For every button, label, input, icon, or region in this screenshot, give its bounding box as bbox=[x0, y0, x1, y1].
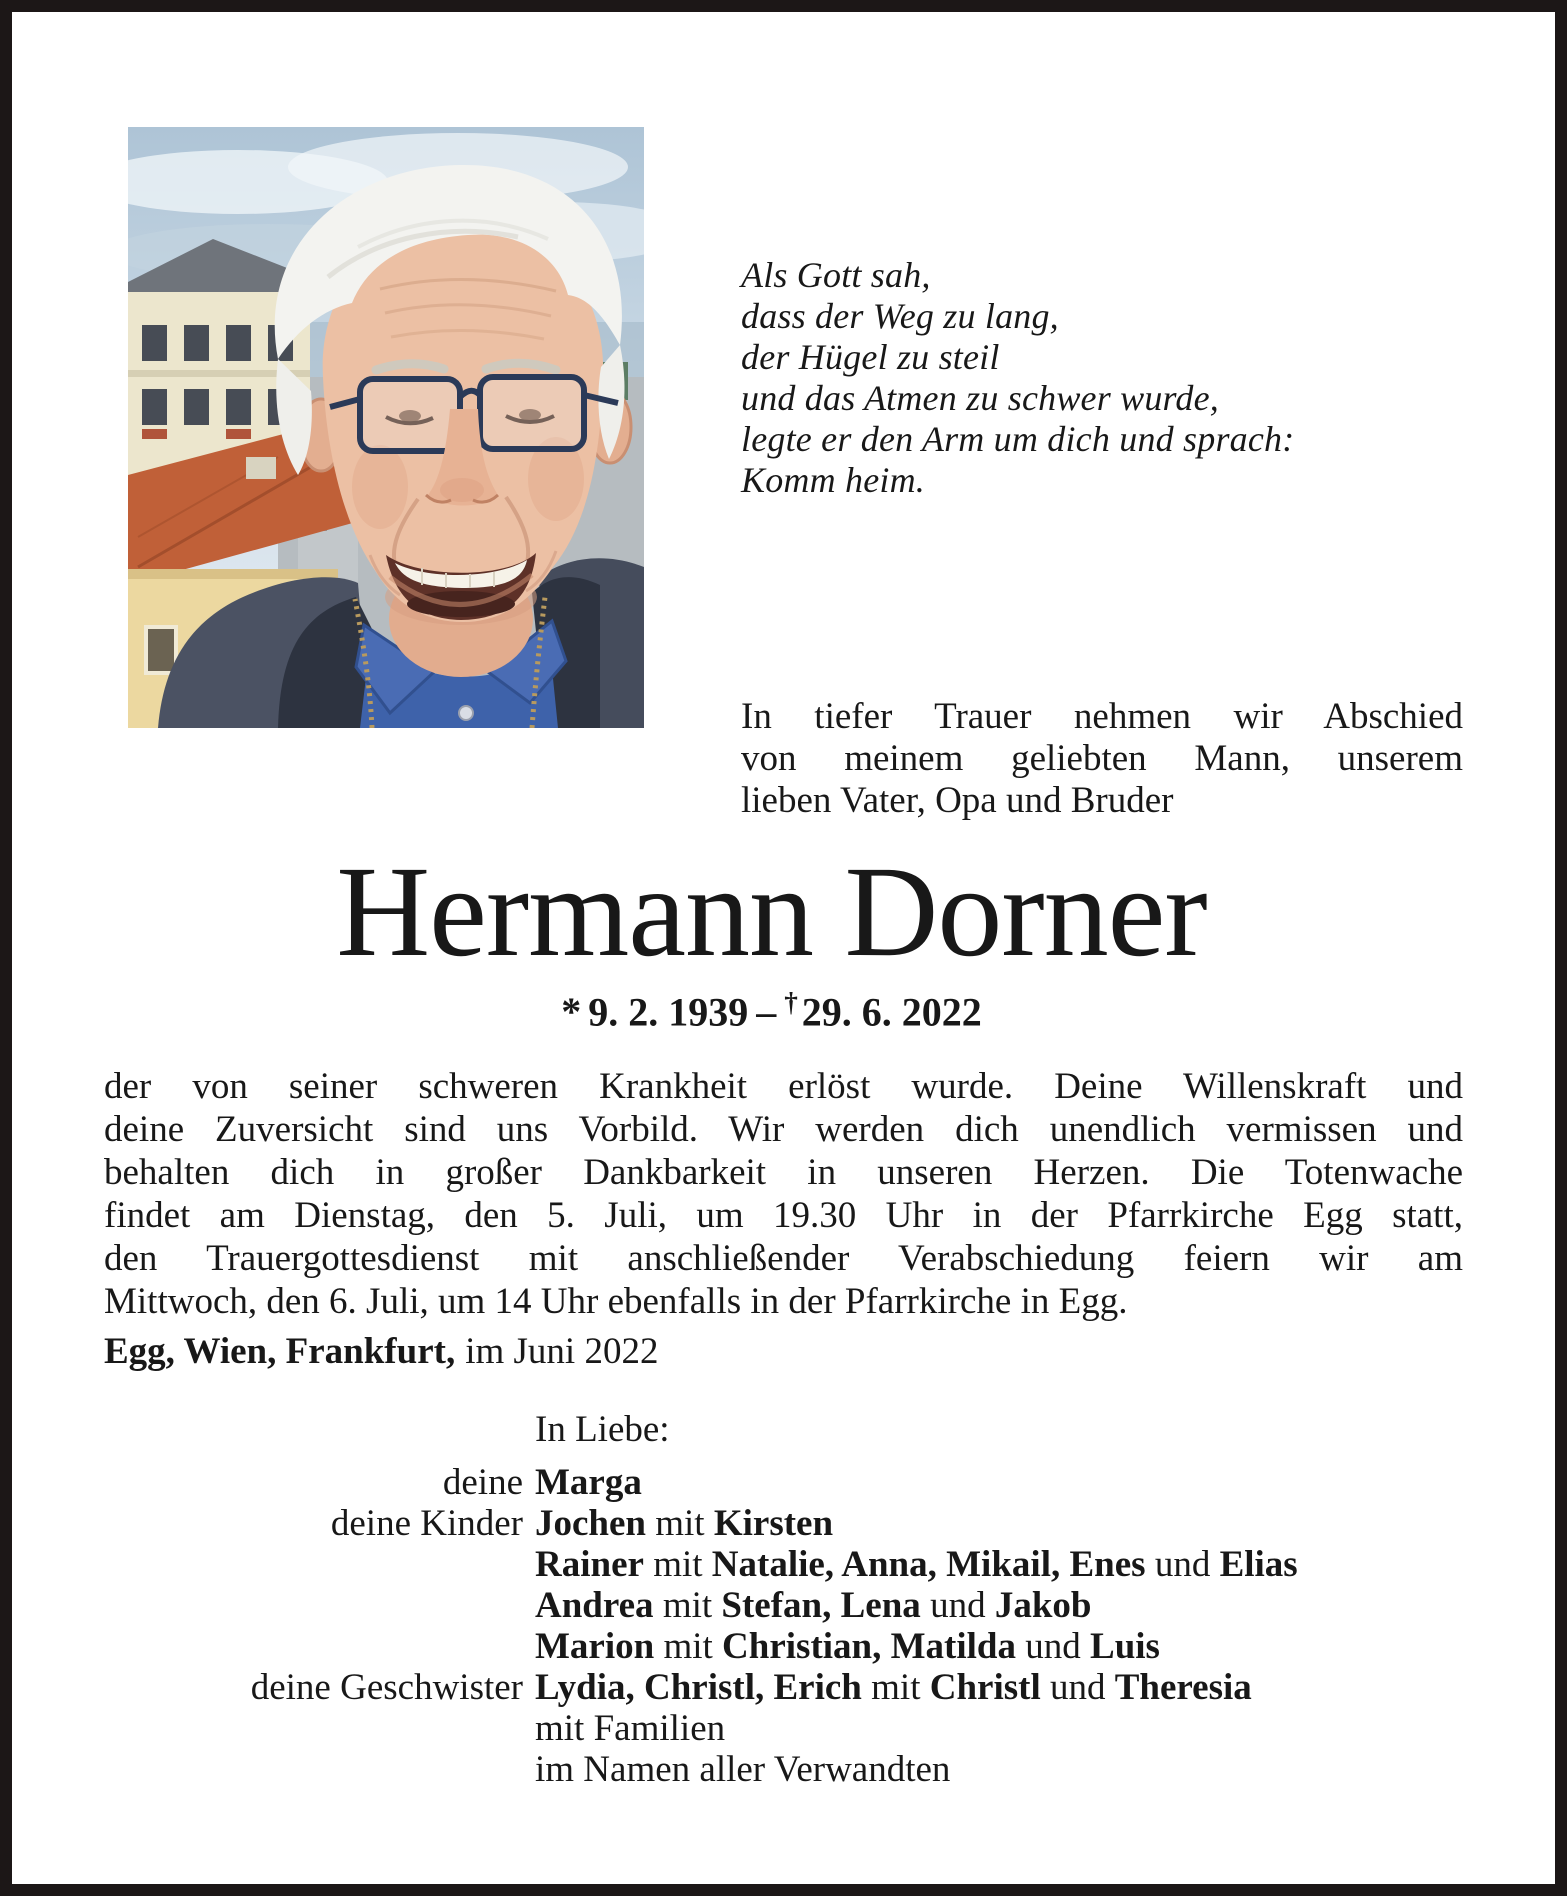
dateline-places: Egg, Wien, Frankfurt, bbox=[104, 1331, 456, 1372]
mourner-names bbox=[535, 1585, 1298, 1626]
dateline-date: im Juni 2022 bbox=[465, 1331, 659, 1372]
poem-text bbox=[741, 255, 1294, 501]
mourner-prefix bbox=[104, 1544, 523, 1585]
mourner-connector: mit bbox=[654, 1626, 723, 1667]
mourner-name: Marion bbox=[535, 1626, 655, 1667]
mourner-prefix: deine Geschwister bbox=[250, 1667, 523, 1708]
mourner-name: Rainer bbox=[535, 1544, 644, 1585]
death-date: 29. 6. 2022 bbox=[801, 989, 982, 1035]
poem-line: Komm heim. bbox=[741, 460, 925, 500]
death-symbol: † bbox=[784, 987, 798, 1017]
mourner-name: Christl bbox=[929, 1667, 1041, 1708]
dates-separator: – bbox=[756, 989, 777, 1035]
mourner-prefix bbox=[104, 1749, 523, 1790]
mourner-connector: mit bbox=[643, 1544, 712, 1585]
poem-line: legte er den Arm um dich und sprach: bbox=[741, 419, 1295, 459]
mourner-name: Luis bbox=[1090, 1626, 1160, 1667]
mourner-connector: mit bbox=[861, 1667, 930, 1708]
mourners-list bbox=[104, 1462, 1298, 1790]
mourner-name: Elias bbox=[1219, 1544, 1298, 1585]
mourner-name: Christian, Matilda bbox=[722, 1626, 1017, 1667]
mourner-names bbox=[535, 1462, 1298, 1503]
intro-line: In tiefer Trauer nehmen wir Abschied bbox=[741, 696, 1463, 737]
announcement-line: Mittwoch, den 6. Juli, um 14 Uhr ebenfalls in der Pfarrkirche in Egg. bbox=[104, 1281, 1128, 1322]
mourner-name: Kirsten bbox=[713, 1503, 834, 1544]
mourner-prefix bbox=[104, 1626, 523, 1667]
mourner-name: Natalie, Anna, Mikail, Enes bbox=[711, 1544, 1146, 1585]
intro-line: lieben Vater, Opa und Bruder bbox=[741, 780, 1174, 821]
mourner-connector: mit bbox=[653, 1585, 722, 1626]
portrait-photo bbox=[128, 127, 644, 728]
mourner-connector: mit bbox=[646, 1503, 714, 1544]
glasses bbox=[360, 379, 460, 451]
mourner-connector: im Namen aller Verwandten bbox=[535, 1749, 951, 1790]
mourner-prefix: deine Kinder bbox=[330, 1503, 523, 1544]
announcement-line: deine Zuversicht sind uns Vorbild. Wir werden dich unendlich vermissen und bbox=[104, 1109, 1463, 1150]
portrait-photo-illustration bbox=[128, 127, 644, 728]
announcement-paragraph bbox=[104, 1065, 1463, 1323]
poem-line: der Hügel zu steil bbox=[741, 337, 1000, 377]
poem-line: dass der Weg zu lang, bbox=[741, 296, 1059, 336]
mourner-name: Theresia bbox=[1114, 1667, 1252, 1708]
mourner-row bbox=[104, 1544, 1298, 1585]
poem-line: und das Atmen zu schwer wurde, bbox=[741, 378, 1219, 418]
mourner-prefix bbox=[104, 1708, 523, 1749]
mourner-row bbox=[104, 1462, 1298, 1503]
mourner-row bbox=[104, 1667, 1298, 1708]
intro-paragraph bbox=[741, 696, 1463, 822]
mourner-names bbox=[535, 1626, 1298, 1667]
mourner-name: Andrea bbox=[535, 1585, 654, 1626]
shirt-button bbox=[459, 706, 473, 720]
mourner-names bbox=[535, 1749, 1298, 1790]
mourner-name: Stefan, Lena bbox=[721, 1585, 921, 1626]
announcement-line: findet am Dienstag, den 5. Juli, um 19.30 Uhr in der Pfarrkirche Egg statt, bbox=[104, 1195, 1463, 1236]
mourner-row bbox=[104, 1708, 1298, 1749]
deceased-name: Hermann Dorner bbox=[336, 840, 1207, 984]
mourner-prefix: deine bbox=[442, 1462, 523, 1503]
mourner-row bbox=[104, 1749, 1298, 1790]
birth-date: 9. 2. 1939 bbox=[588, 989, 749, 1035]
mourner-connector: und bbox=[1016, 1626, 1091, 1667]
mourner-names bbox=[535, 1503, 1298, 1544]
mourner-names bbox=[535, 1667, 1298, 1708]
closing-heading: In Liebe: bbox=[535, 1409, 670, 1450]
poem-line: Als Gott sah, bbox=[741, 255, 931, 295]
dateline bbox=[104, 1330, 658, 1373]
mourner-name: Lydia, Christl, Erich bbox=[535, 1667, 862, 1708]
announcement-line: den Trauergottesdienst mit anschließender Verabschiedung feiern wir am bbox=[104, 1238, 1463, 1279]
mourner-name: Jakob bbox=[994, 1585, 1092, 1626]
mourner-row bbox=[104, 1626, 1298, 1667]
mourner-row bbox=[104, 1503, 1298, 1544]
mourner-connector: und bbox=[920, 1585, 995, 1626]
mourner-name: Jochen bbox=[535, 1503, 646, 1544]
announcement-line: behalten dich in großer Dankbarkeit in unseren Herzen. Die Totenwache bbox=[104, 1152, 1463, 1193]
mourner-prefix bbox=[104, 1585, 523, 1626]
mourner-names bbox=[535, 1708, 1298, 1749]
intro-line: von meinem geliebten Mann, unserem bbox=[741, 738, 1463, 779]
mourner-connector: und bbox=[1145, 1544, 1220, 1585]
birth-symbol: * bbox=[561, 989, 582, 1035]
mourner-row bbox=[104, 1585, 1298, 1626]
mourner-names bbox=[535, 1544, 1298, 1585]
announcement-line: der von seiner schweren Krankheit erlöst wurde. Deine Willenskraft und bbox=[104, 1066, 1463, 1107]
mourner-connector: und bbox=[1040, 1667, 1115, 1708]
mourner-name: Marga bbox=[535, 1462, 642, 1503]
mourner-connector: mit Familien bbox=[535, 1708, 726, 1749]
life-dates bbox=[90, 979, 1453, 1035]
